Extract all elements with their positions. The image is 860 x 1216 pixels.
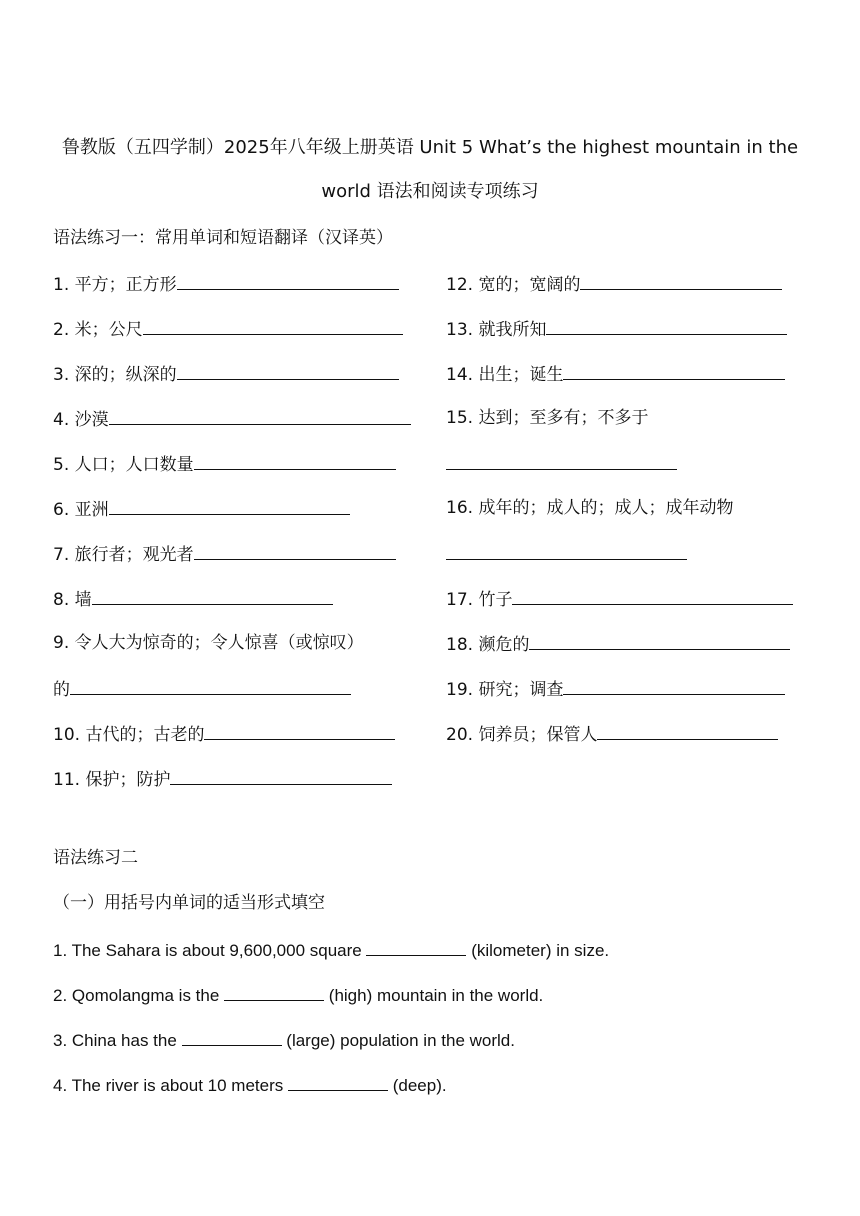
vocab-item-17-label: 17. 竹子 (446, 590, 513, 610)
answer-blank[interactable] (194, 541, 396, 560)
vocab-item-17 (446, 586, 793, 612)
vocab-item-9: 9. 令人大为惊奇的；令人惊喜（或惊叹） (53, 633, 364, 653)
vocab-item-10-label: 10. 古代的；古老的 (53, 725, 205, 745)
answer-blank[interactable] (288, 1072, 388, 1091)
answer-blank[interactable] (109, 496, 350, 515)
answer-blank[interactable] (177, 271, 399, 290)
answer-blank[interactable] (546, 316, 787, 335)
answer-blank[interactable] (143, 316, 403, 335)
vocab-item-3 (53, 361, 399, 387)
answer-blank[interactable] (194, 451, 396, 470)
answer-blank[interactable] (366, 937, 466, 956)
answer-blank[interactable] (224, 982, 324, 1001)
section-2-subheading: （一）用括号内单词的适当形式填空 (53, 893, 325, 913)
exercise-item-4 (53, 1072, 447, 1098)
vocab-item-15-continued (446, 451, 677, 477)
exercise-item-2-suffix: (high) mountain in the world. (328, 986, 544, 1005)
section-2-heading: 语法练习二 (53, 848, 138, 868)
vocab-item-16-continued (446, 541, 687, 567)
document-title-line-2: world 语法和阅读专项练习 (321, 181, 539, 202)
answer-blank[interactable] (529, 631, 790, 650)
vocab-item-8-label: 8. 墙 (53, 590, 92, 610)
vocab-item-2-label: 2. 米；公尺 (53, 320, 143, 340)
vocab-item-5-label: 5. 人口；人口数量 (53, 455, 194, 475)
exercise-item-2 (53, 982, 543, 1008)
exercise-item-1-suffix: (kilometer) in size. (471, 941, 610, 960)
vocab-item-13-label: 13. 就我所知 (446, 320, 547, 340)
answer-blank[interactable] (512, 586, 793, 605)
vocab-item-20-label: 20. 饲养员；保管人 (446, 725, 598, 745)
answer-blank[interactable] (446, 451, 677, 470)
vocab-item-7-label: 7. 旅行者；观光者 (53, 545, 194, 565)
vocab-item-1 (53, 271, 399, 297)
vocab-item-1-label: 1. 平方；正方形 (53, 275, 177, 295)
vocab-item-20 (446, 721, 778, 747)
vocab-item-6 (53, 496, 350, 522)
vocab-item-9-label-end: 的 (53, 680, 70, 700)
vocab-item-6-label: 6. 亚洲 (53, 500, 109, 520)
vocab-item-4-label: 4. 沙漠 (53, 410, 109, 430)
vocab-item-4 (53, 406, 411, 432)
vocab-item-12 (446, 271, 782, 297)
vocab-item-16: 16. 成年的；成人的；成人；成年动物 (446, 498, 734, 518)
answer-blank[interactable] (580, 271, 782, 290)
vocab-item-11 (53, 766, 392, 792)
exercise-item-4-prefix: 4. The river is about 10 meters (53, 1076, 284, 1095)
exercise-item-3-prefix: 3. China has the (53, 1031, 177, 1050)
answer-blank[interactable] (446, 541, 687, 560)
vocab-item-14-label: 14. 出生；诞生 (446, 365, 564, 385)
vocab-item-12-label: 12. 宽的；宽阔的 (446, 275, 581, 295)
vocab-item-19 (446, 676, 785, 702)
vocab-item-11-label: 11. 保护；防护 (53, 770, 171, 790)
vocab-item-15: 15. 达到；至多有；不多于 (446, 408, 649, 428)
section-1-heading: 语法练习一：常用单词和短语翻译（汉译英） (53, 228, 393, 248)
exercise-item-3-suffix: (large) population in the world. (286, 1031, 515, 1050)
vocab-item-14 (446, 361, 785, 387)
exercise-item-2-prefix: 2. Qomolangma is the (53, 986, 220, 1005)
exercise-item-4-suffix: (deep). (392, 1076, 447, 1095)
vocab-item-18-label: 18. 濒危的 (446, 635, 530, 655)
answer-blank[interactable] (182, 1027, 282, 1046)
vocab-item-19-label: 19. 研究；调查 (446, 680, 564, 700)
vocab-item-13 (446, 316, 787, 342)
exercise-item-1 (53, 937, 609, 963)
answer-blank[interactable] (204, 721, 395, 740)
vocab-item-5 (53, 451, 396, 477)
exercise-item-3 (53, 1027, 515, 1053)
vocab-item-3-label: 3. 深的；纵深的 (53, 365, 177, 385)
vocab-item-18 (446, 631, 790, 657)
answer-blank[interactable] (177, 361, 399, 380)
vocab-item-10 (53, 721, 395, 747)
vocab-item-2 (53, 316, 403, 342)
vocab-item-8 (53, 586, 333, 612)
vocab-item-7 (53, 541, 396, 567)
answer-blank[interactable] (70, 676, 351, 695)
answer-blank[interactable] (109, 406, 411, 425)
vocab-item-9-continued (53, 676, 351, 702)
answer-blank[interactable] (170, 766, 392, 785)
answer-blank[interactable] (563, 361, 785, 380)
exercise-item-1-prefix: 1. The Sahara is about 9,600,000 square (53, 941, 362, 960)
document-title-line-1: 鲁教版（五四学制）2025年八年级上册英语 Unit 5 What’s the highest mountain in the (61, 137, 799, 158)
answer-blank[interactable] (563, 676, 785, 695)
answer-blank[interactable] (92, 586, 333, 605)
answer-blank[interactable] (597, 721, 778, 740)
